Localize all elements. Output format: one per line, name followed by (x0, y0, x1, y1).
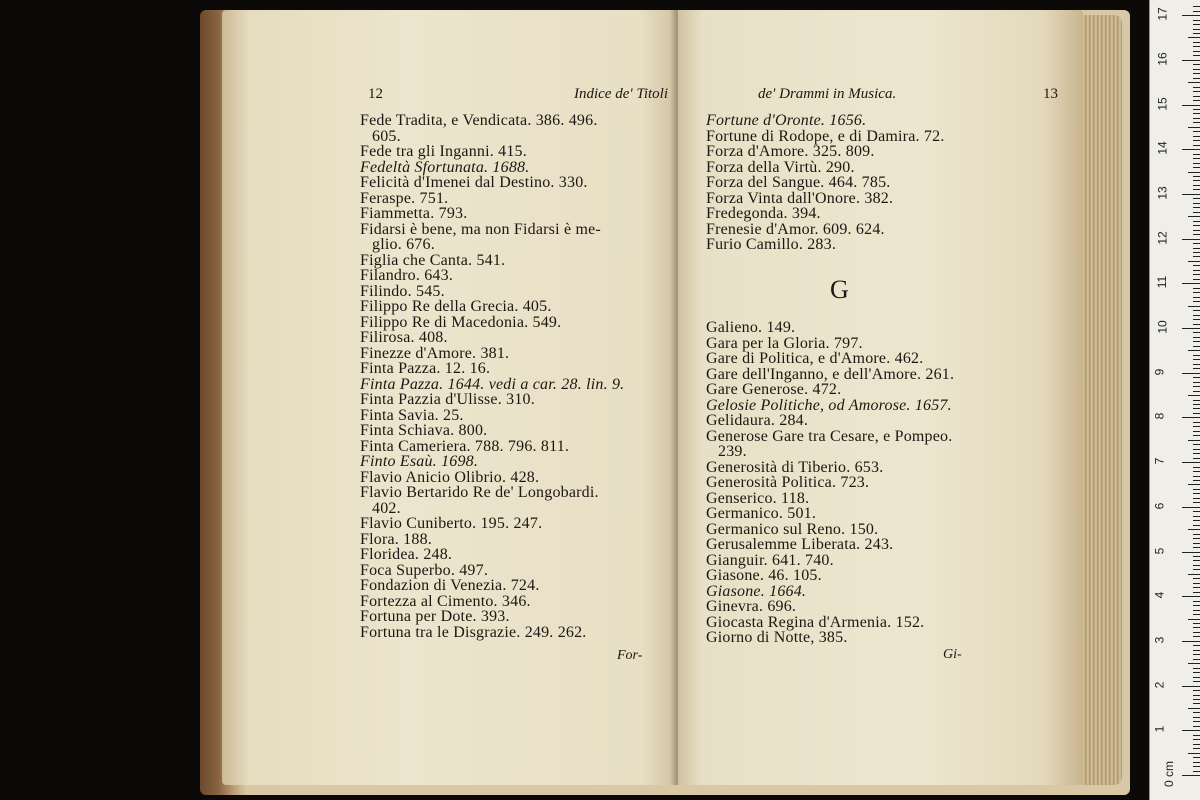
ruler-tick (1193, 270, 1200, 271)
ruler-tick (1193, 118, 1200, 119)
ruler-tick (1182, 328, 1200, 329)
index-entry: Finta Pazzia d'Ulisse. 310. (360, 391, 535, 408)
ruler-tick (1193, 650, 1200, 651)
index-entry: Filippo Re della Grecia. 405. (360, 298, 552, 315)
ruler-tick (1193, 243, 1200, 244)
left-page-number: 12 (368, 86, 383, 102)
index-entry: Floridea. 248. (360, 546, 453, 563)
ruler-tick (1193, 543, 1200, 544)
ruler-tick (1193, 382, 1200, 383)
ruler-tick (1193, 453, 1200, 454)
ruler-tick (1193, 404, 1200, 405)
ruler-tick (1182, 462, 1200, 463)
ruler-tick (1193, 364, 1200, 365)
ruler-label: 17 (1155, 7, 1170, 21)
ruler-tick (1193, 458, 1200, 459)
ruler-tick (1182, 15, 1200, 16)
left-catchword: For- (617, 648, 643, 663)
ruler-label: 9 (1152, 368, 1167, 376)
ruler-tick (1188, 708, 1200, 709)
ruler-tick (1193, 565, 1200, 566)
ruler-tick (1193, 605, 1200, 606)
ruler-label: 6 (1152, 502, 1167, 510)
ruler-tick (1193, 654, 1200, 655)
ruler-tick (1193, 471, 1200, 472)
ruler-tick (1193, 771, 1200, 772)
ruler-tick (1182, 775, 1200, 776)
measurement-ruler (1149, 0, 1200, 800)
ruler-tick (1193, 332, 1200, 333)
ruler-tick (1193, 735, 1200, 736)
ruler-tick (1193, 627, 1200, 628)
left-page (222, 10, 677, 785)
ruler-tick (1193, 681, 1200, 682)
ruler-tick (1193, 435, 1200, 436)
right-catchword: Gi- (943, 647, 962, 662)
ruler-tick (1193, 256, 1200, 257)
ruler-tick (1193, 623, 1200, 624)
ruler-tick (1193, 265, 1200, 266)
left-index-list (360, 113, 660, 640)
ruler-tick (1193, 11, 1200, 12)
ruler-label: 1 (1152, 725, 1167, 733)
ruler-label: 8 (1152, 413, 1167, 420)
left-running-head (368, 86, 668, 103)
index-entry: Gerusalemme Liberata. 243. (706, 536, 894, 553)
ruler-tick (1193, 493, 1200, 494)
index-entry: Feraspe. 751. (360, 189, 449, 207)
ruler-label: 14 (1155, 141, 1170, 155)
ruler-label: 7 (1152, 457, 1167, 465)
right-running-title: de' Drammi in Musica. (758, 86, 897, 102)
index-entry: Giorno di Notte, 385. (706, 629, 848, 646)
ruler-tick (1193, 29, 1200, 30)
ruler-tick (1193, 73, 1200, 74)
index-entry: Germanico. 501. (706, 505, 817, 522)
ruler-tick (1193, 100, 1200, 101)
right-page (678, 10, 1083, 785)
ruler-tick (1193, 359, 1200, 360)
index-entry: Giasone. 46. 105. (706, 567, 822, 584)
ruler-tick (1182, 730, 1200, 731)
ruler-tick (1193, 96, 1200, 97)
ruler-tick (1193, 502, 1200, 503)
ruler-label: 0 cm (1162, 760, 1177, 788)
index-entry: Gelidaura. 284. (706, 412, 809, 429)
index-entry: Foca Superbo. 497. (360, 561, 489, 579)
ruler-tick (1193, 431, 1200, 432)
ruler-tick (1188, 753, 1200, 754)
ruler-tick (1193, 292, 1200, 293)
ruler-tick (1193, 248, 1200, 249)
ruler-tick (1193, 762, 1200, 763)
ruler-tick (1193, 20, 1200, 21)
ruler-label: 12 (1155, 230, 1170, 245)
ruler-tick (1193, 426, 1200, 427)
index-entry: Fede tra gli Inganni. 415. (360, 143, 527, 160)
index-entry: Frenesie d'Amor. 609. 624. (706, 220, 885, 238)
ruler-tick (1193, 672, 1200, 673)
index-entry: Finta Cameriera. 788. 796. 811. (360, 437, 570, 455)
ruler-tick (1193, 449, 1200, 450)
ruler-tick (1193, 46, 1200, 47)
left-running-title: Indice de' Titoli (573, 86, 668, 102)
ruler-tick (1188, 306, 1200, 307)
ruler-tick (1188, 261, 1200, 262)
index-entry: Finta Savia. 25. (360, 406, 464, 424)
ruler-tick (1188, 172, 1200, 173)
index-entry: Giocasta Regina d'Armenia. 152. (706, 613, 925, 631)
index-entry: 239. (718, 443, 747, 460)
ruler-tick (1193, 511, 1200, 512)
index-entry: Fedeltà Sfortunata. 1688. (360, 158, 530, 176)
ruler-tick (1193, 560, 1200, 561)
ruler-tick (1182, 283, 1200, 284)
index-entry: 402. (372, 499, 401, 517)
ruler-tick (1193, 721, 1200, 722)
index-entry: Fredegonda. 394. (706, 205, 821, 222)
ruler-tick (1193, 198, 1200, 199)
ruler-tick (1188, 663, 1200, 664)
ruler-tick (1193, 346, 1200, 347)
index-entry: Fortuna per Dote. 393. (360, 608, 510, 625)
ruler-tick (1193, 310, 1200, 311)
index-entry: glio. 676. (372, 236, 435, 253)
ruler-tick (1193, 645, 1200, 646)
index-entry: Generosità Politica. 723. (706, 474, 870, 491)
open-book (200, 10, 1130, 795)
ruler-label: 11 (1155, 276, 1170, 289)
ruler-tick (1188, 82, 1200, 83)
ruler-tick (1193, 516, 1200, 517)
ruler-tick (1193, 355, 1200, 356)
index-entry: Furio Camillo. 283. (706, 236, 837, 253)
ruler-tick (1193, 91, 1200, 92)
index-entry: Genserico. 118. (706, 489, 810, 507)
ruler-tick (1193, 690, 1200, 691)
index-entry: Fiammetta. 793. (360, 205, 468, 222)
ruler-tick (1193, 547, 1200, 548)
ruler-tick (1193, 592, 1200, 593)
ruler-tick (1193, 744, 1200, 745)
ruler-tick (1193, 207, 1200, 208)
ruler-tick (1193, 221, 1200, 222)
index-entry: Figlia che Canta. 541. (360, 251, 506, 269)
ruler-tick (1193, 42, 1200, 43)
ruler-tick (1193, 726, 1200, 727)
ruler-tick (1193, 467, 1200, 468)
ruler-tick (1188, 395, 1200, 396)
right-running-head (758, 86, 1058, 103)
ruler-tick (1193, 297, 1200, 298)
ruler-tick (1193, 176, 1200, 177)
ruler-tick (1193, 225, 1200, 226)
ruler-tick (1193, 476, 1200, 477)
ruler-tick (1193, 659, 1200, 660)
ruler-tick (1193, 64, 1200, 65)
ruler-tick (1182, 194, 1200, 195)
ruler-tick (1193, 122, 1200, 123)
ruler-tick (1182, 507, 1200, 508)
ruler-tick (1193, 203, 1200, 204)
ruler-tick (1193, 185, 1200, 186)
index-entry: Filirosa. 408. (360, 329, 448, 346)
index-entry: Forza della Virtù. 290. (706, 158, 855, 176)
index-entry: Fortezza al Cimento. 346. (360, 592, 531, 610)
ruler-tick (1188, 440, 1200, 441)
index-entry: Flavio Bertarido Re de' Longobardi. (360, 484, 599, 501)
index-entry: Fondazion di Venezia. 724. (360, 577, 540, 594)
index-entry: Filindo. 545. (360, 282, 445, 300)
ruler-tick (1193, 136, 1200, 137)
page-fore-edge (1082, 15, 1122, 785)
index-entry: Finta Schiava. 800. (360, 422, 488, 439)
ruler-tick (1182, 417, 1200, 418)
ruler-tick (1193, 668, 1200, 669)
index-entry: Fortuna tra le Disgrazie. 249. 262. (360, 623, 587, 641)
ruler-tick (1193, 301, 1200, 302)
ruler-tick (1193, 444, 1200, 445)
ruler-tick (1193, 131, 1200, 132)
ruler-tick (1193, 408, 1200, 409)
ruler-tick (1193, 636, 1200, 637)
ruler-tick (1193, 480, 1200, 481)
ruler-tick (1193, 525, 1200, 526)
index-entry: Filandro. 643. (360, 267, 454, 284)
index-entry: Finta Pazza. 1644. vedi a car. 28. lin. 9. (360, 375, 625, 393)
ruler-tick (1188, 529, 1200, 530)
ruler-tick (1193, 712, 1200, 713)
right-index-list (706, 113, 996, 253)
ruler-tick (1182, 552, 1200, 553)
index-entry: Gare Generose. 472. (706, 381, 842, 398)
ruler-tick (1182, 105, 1200, 106)
ruler-tick (1182, 686, 1200, 687)
index-entry: Fortune di Rodope, e di Damira. 72. (706, 127, 945, 145)
ruler-tick (1193, 766, 1200, 767)
ruler-tick (1193, 400, 1200, 401)
ruler-label: 16 (1155, 52, 1170, 66)
index-entry: Finezze d'Amore. 381. (360, 344, 510, 362)
ruler-tick (1193, 748, 1200, 749)
ruler-tick (1188, 574, 1200, 575)
ruler-tick (1193, 739, 1200, 740)
ruler-tick (1193, 78, 1200, 79)
ruler-tick (1193, 368, 1200, 369)
index-entry: Ginevra. 696. (706, 598, 797, 615)
ruler-tick (1193, 252, 1200, 253)
index-entry: Giasone. 1664. (706, 582, 807, 600)
ruler-tick (1188, 127, 1200, 128)
ruler-tick (1193, 212, 1200, 213)
ruler-tick (1193, 337, 1200, 338)
ruler-tick (1188, 216, 1200, 217)
index-entry: Fortune d'Oronte. 1656. (706, 112, 867, 129)
index-entry: Fidarsi è bene, ma non Fidarsi è me- (360, 220, 601, 238)
ruler-tick (1193, 69, 1200, 70)
section-letter-g: G (830, 275, 849, 304)
ruler-tick (1193, 140, 1200, 141)
index-entry: Gare di Politica, e d'Amore. 462. (706, 350, 924, 367)
index-entry: Flavio Anicio Olibrio. 428. (360, 468, 540, 486)
ruler-tick (1182, 239, 1200, 240)
ruler-tick (1182, 641, 1200, 642)
index-entry: Forza del Sangue. 464. 785. (706, 174, 891, 191)
ruler-tick (1188, 619, 1200, 620)
ruler-tick (1193, 677, 1200, 678)
ruler-tick (1193, 109, 1200, 110)
ruler-label: 13 (1155, 186, 1170, 200)
right-index-list-g (706, 320, 996, 646)
ruler-tick (1188, 350, 1200, 351)
ruler-tick (1193, 717, 1200, 718)
ruler-tick (1193, 158, 1200, 159)
ruler-tick (1193, 413, 1200, 414)
index-entry: Forza Vinta dall'Onore. 382. (706, 189, 894, 207)
index-entry: 605. (372, 127, 401, 145)
ruler-tick (1193, 386, 1200, 387)
index-entry: Finto Esaù. 1698. (360, 453, 479, 470)
ruler-tick (1193, 601, 1200, 602)
ruler-label: 3 (1152, 636, 1167, 644)
ruler-tick (1193, 279, 1200, 280)
index-entry: Flavio Cuniberto. 195. 247. (360, 515, 543, 532)
ruler-tick (1193, 234, 1200, 235)
ruler-tick (1193, 583, 1200, 584)
index-entry: Germanico sul Reno. 150. (706, 520, 879, 538)
ruler-tick (1193, 341, 1200, 342)
index-entry: Gianguir. 641. 740. (706, 551, 834, 569)
index-entry: Galieno. 149. (706, 319, 796, 336)
ruler-tick (1193, 391, 1200, 392)
ruler-tick (1193, 556, 1200, 557)
ruler-tick (1188, 484, 1200, 485)
ruler-tick (1193, 33, 1200, 34)
index-entry: Finta Pazza. 12. 16. (360, 360, 491, 377)
ruler-tick (1193, 167, 1200, 168)
ruler-tick (1193, 324, 1200, 325)
ruler-tick (1193, 498, 1200, 499)
ruler-tick (1188, 37, 1200, 38)
ruler-tick (1193, 230, 1200, 231)
ruler-label: 15 (1155, 96, 1170, 111)
ruler-tick (1193, 274, 1200, 275)
ruler-tick (1193, 520, 1200, 521)
ruler-tick (1193, 610, 1200, 611)
ruler-tick (1193, 315, 1200, 316)
ruler-label: 2 (1152, 681, 1167, 688)
ruler-tick (1193, 695, 1200, 696)
ruler-tick (1182, 60, 1200, 61)
ruler-tick (1182, 149, 1200, 150)
ruler-tick (1193, 632, 1200, 633)
ruler-tick (1193, 55, 1200, 56)
ruler-label: 10 (1155, 320, 1170, 334)
ruler-tick (1193, 587, 1200, 588)
index-entry: Felicità d'Imenei dal Destino. 330. (360, 174, 588, 191)
ruler-tick (1193, 87, 1200, 88)
ruler-label: 5 (1152, 547, 1167, 554)
ruler-tick (1193, 288, 1200, 289)
ruler-tick (1193, 422, 1200, 423)
index-entry: Flora. 188. (360, 530, 432, 548)
index-entry: Generosità di Tiberio. 653. (706, 458, 884, 476)
right-page-number: 13 (1043, 86, 1058, 102)
ruler-tick (1193, 154, 1200, 155)
index-entry: Forza d'Amore. 325. 809. (706, 143, 875, 160)
ruler-tick (1193, 703, 1200, 704)
ruler-tick (1182, 596, 1200, 597)
index-entry: Gare dell'Inganno, e dell'Amore. 261. (706, 365, 955, 383)
ruler-label: 4 (1152, 591, 1167, 599)
index-entry: Gara per la Gloria. 797. (706, 334, 863, 352)
ruler-tick (1193, 319, 1200, 320)
ruler-tick (1182, 373, 1200, 374)
ruler-tick (1193, 180, 1200, 181)
ruler-tick (1193, 757, 1200, 758)
ruler-tick (1193, 51, 1200, 52)
ruler-tick (1193, 538, 1200, 539)
ruler-tick (1193, 113, 1200, 114)
ruler-tick (1193, 614, 1200, 615)
ruler-tick (1193, 569, 1200, 570)
ruler-tick (1193, 6, 1200, 7)
ruler-tick (1193, 189, 1200, 190)
ruler-tick (1193, 145, 1200, 146)
ruler-tick (1193, 534, 1200, 535)
ruler-tick (1193, 578, 1200, 579)
ruler-tick (1193, 377, 1200, 378)
index-entry: Filippo Re di Macedonia. 549. (360, 313, 562, 331)
ruler-tick (1193, 699, 1200, 700)
ruler-tick (1193, 163, 1200, 164)
index-entry: Fede Tradita, e Vendicata. 386. 496. (360, 112, 598, 129)
ruler-tick (1193, 24, 1200, 25)
ruler-tick (1193, 489, 1200, 490)
index-entry: Gelosie Politiche, od Amorose. 1657. (706, 396, 952, 414)
index-entry: Generose Gare tra Cesare, e Pompeo. (706, 427, 953, 445)
